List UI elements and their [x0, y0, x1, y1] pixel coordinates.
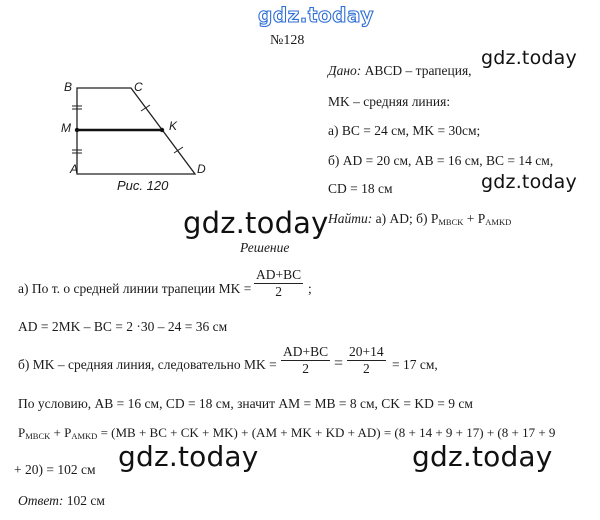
- vertex-label-b: B: [64, 80, 73, 94]
- given-line-3: а) BC = 24 см, MK = 30см;: [328, 123, 481, 138]
- watermark-bottom-left: gdz.today: [118, 440, 259, 473]
- solution-a-calc: AD = 2MK – BC = 2 ·30 – 24 = 36 см: [18, 319, 228, 334]
- solution-a-line: а) По т. о средней линии трапеции MK =: [18, 281, 252, 296]
- watermark-right-1: gdz.today: [481, 47, 577, 69]
- given-line-4: б) AD = 20 см, AB = 16 см, BC = 14 см,: [328, 153, 554, 168]
- midpoint-label-k: K: [169, 119, 178, 133]
- given-line-5: CD = 18 см: [328, 181, 393, 196]
- fraction-b1: [281, 344, 330, 377]
- midpoint-label-m: M: [61, 121, 71, 135]
- solution-heading: Решение: [240, 240, 290, 255]
- fraction-a-numerator: AD+BC: [256, 267, 302, 282]
- vertex-label-a: A: [70, 162, 79, 176]
- vertex-label-c: C: [134, 80, 143, 94]
- watermark-bottom-right: gdz.today: [412, 440, 553, 473]
- given-line-2: MK – средняя линия:: [328, 94, 451, 109]
- find-line: Найти: а) AD; б) $P_{MBCK} + P_{AMKD}$: [328, 211, 512, 227]
- solution-b-line: б) MK – средняя линия, следовательно MK =: [18, 357, 277, 372]
- given-line-1: Дано: ABCD – трапеция,: [328, 63, 472, 78]
- vertex-label-d: D: [197, 162, 206, 176]
- solution-b-suffix: = 17 см,: [392, 357, 438, 372]
- solution-b-condition: По условию, AB = 16 см, CD = 18 см, значит AM = MB = 8 см, CK = KD = 9 см: [18, 396, 473, 411]
- watermark-right-2: gdz.today: [481, 171, 577, 193]
- figure-caption: Рис. 120: [117, 178, 169, 193]
- problem-number: №128: [270, 33, 305, 48]
- answer-line: Ответ: 102 см: [18, 493, 105, 508]
- solution-a-suffix: ;: [308, 281, 312, 296]
- equals-sign: =: [334, 355, 344, 372]
- perimeter-line-cont: + 20) = 102 см: [14, 462, 96, 477]
- fraction-b2-denominator: 2: [362, 361, 370, 376]
- fraction-b2: [347, 344, 386, 377]
- watermark-middle: gdz.today: [183, 206, 329, 240]
- fraction-b1-numerator: AD+BC: [283, 344, 329, 359]
- watermark-top: gdz.today: [258, 3, 374, 27]
- fraction-b1-denominator: 2: [302, 361, 309, 376]
- fraction-a: [254, 267, 303, 300]
- perimeter-line: $P_{MBCK} + P_{AMKD} = (MB$ + BC + CK + MK) + (AM + MK + KD + AD) = (8 + 14 + 9 + 17) + (8 + 17 + 9: [18, 425, 556, 441]
- fraction-a-denominator: 2: [275, 284, 282, 299]
- fraction-b2-numerator: 20+14: [349, 344, 384, 359]
